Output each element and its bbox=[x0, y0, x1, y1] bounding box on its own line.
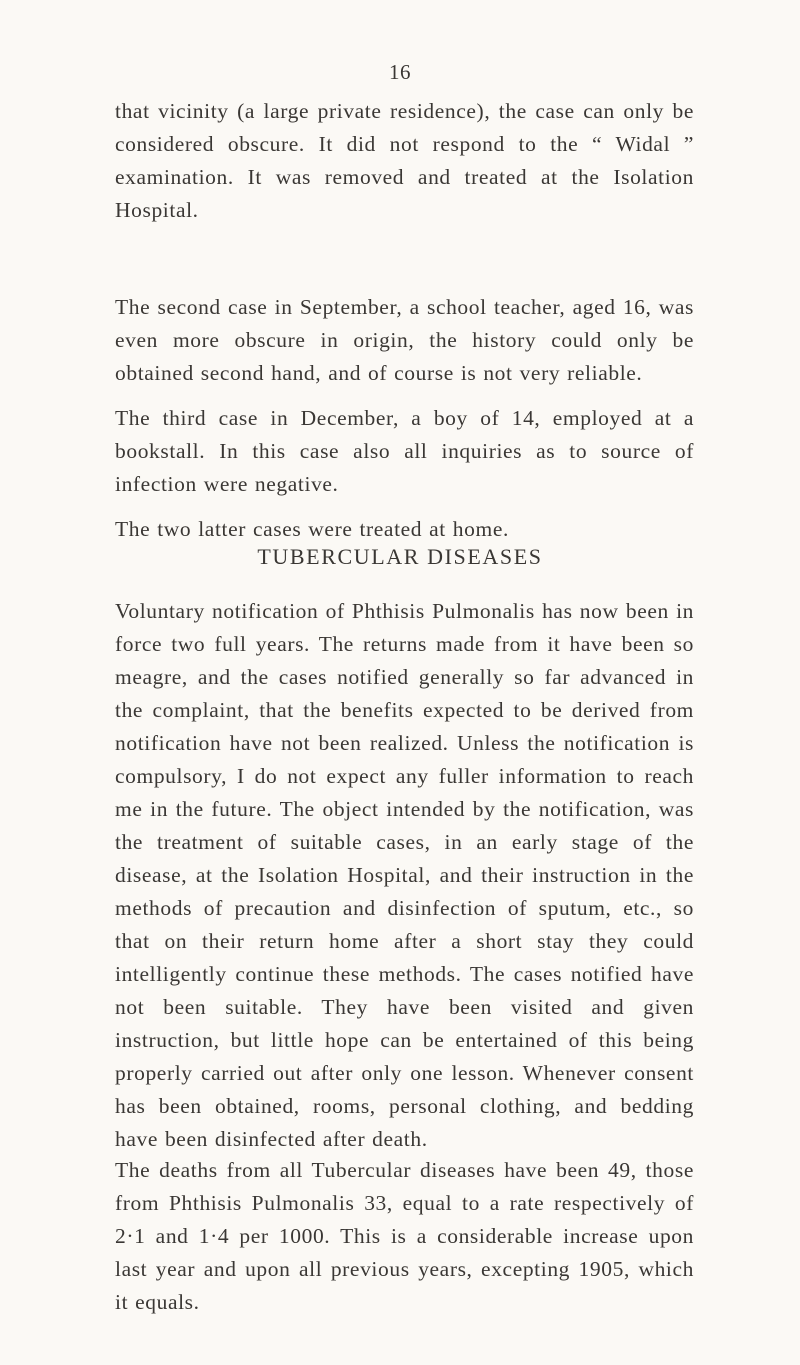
paragraph-voluntary-notification: Voluntary notification of Phthisis Pulmonalis has now been in force two full years. The returns made from it have been so meagre, and the cases notified generally so far advanced in the complaint, that the benefits expected to be derived from notification have not been realized. Unless the notification is compulsory, I do not expect any fuller information to reach me in the future. The object intended by the notification, was the treatment of suitable cases, in an early stage of the disease, at the Isolation Hospital, and their instruction in the methods of precaution and disinfection of sputum, etc., so that on their return home after a short stay they could intelligently continue these methods. The cases notified have not been suitable. They have been visited and given instruction, but little hope can be entertained of this being properly carried out after only one lesson. Whenever consent has been obtained, rooms, personal clothing, and bedding have been disinfected after death. bbox=[115, 599, 694, 1151]
paragraph-tubercular-deaths: The deaths from all Tubercular diseases have been 49, those from Phthisis Pulmonalis 33, equal to a rate respectively of 2·1 and 1·4 per 1000. This is a considerable increase upon last year and upon all previous years, excepting 1905, which it equals. bbox=[115, 1158, 694, 1314]
paragraph-group-deaths bbox=[115, 1154, 694, 1319]
paragraph-group-tubercular bbox=[115, 595, 694, 1156]
page-number: 16 bbox=[389, 60, 411, 84]
paragraph-third-case: The third case in December, a boy of 14, employed at a bookstall. In this case also all inquiries as to source of infection were negative. bbox=[115, 406, 694, 496]
paragraph-group-cases bbox=[115, 291, 694, 546]
paragraph-typhoid-first-case: that vicinity (a large private residence), the case can only be considered obscure. It did not respond to the “ Widal ” examination. It was removed and treated at the Isolation Hospital. bbox=[115, 99, 694, 222]
paragraph-treated-at-home: The two latter cases were treated at home. bbox=[115, 517, 509, 541]
paragraph-group-top bbox=[115, 95, 694, 227]
section-heading: TUBERCULAR DISEASES bbox=[257, 544, 543, 569]
paragraph-second-case: The second case in September, a school teacher, aged 16, was even more obscure in origin, the history could only be obtained second hand, and of course is not very reliable. bbox=[115, 295, 694, 385]
